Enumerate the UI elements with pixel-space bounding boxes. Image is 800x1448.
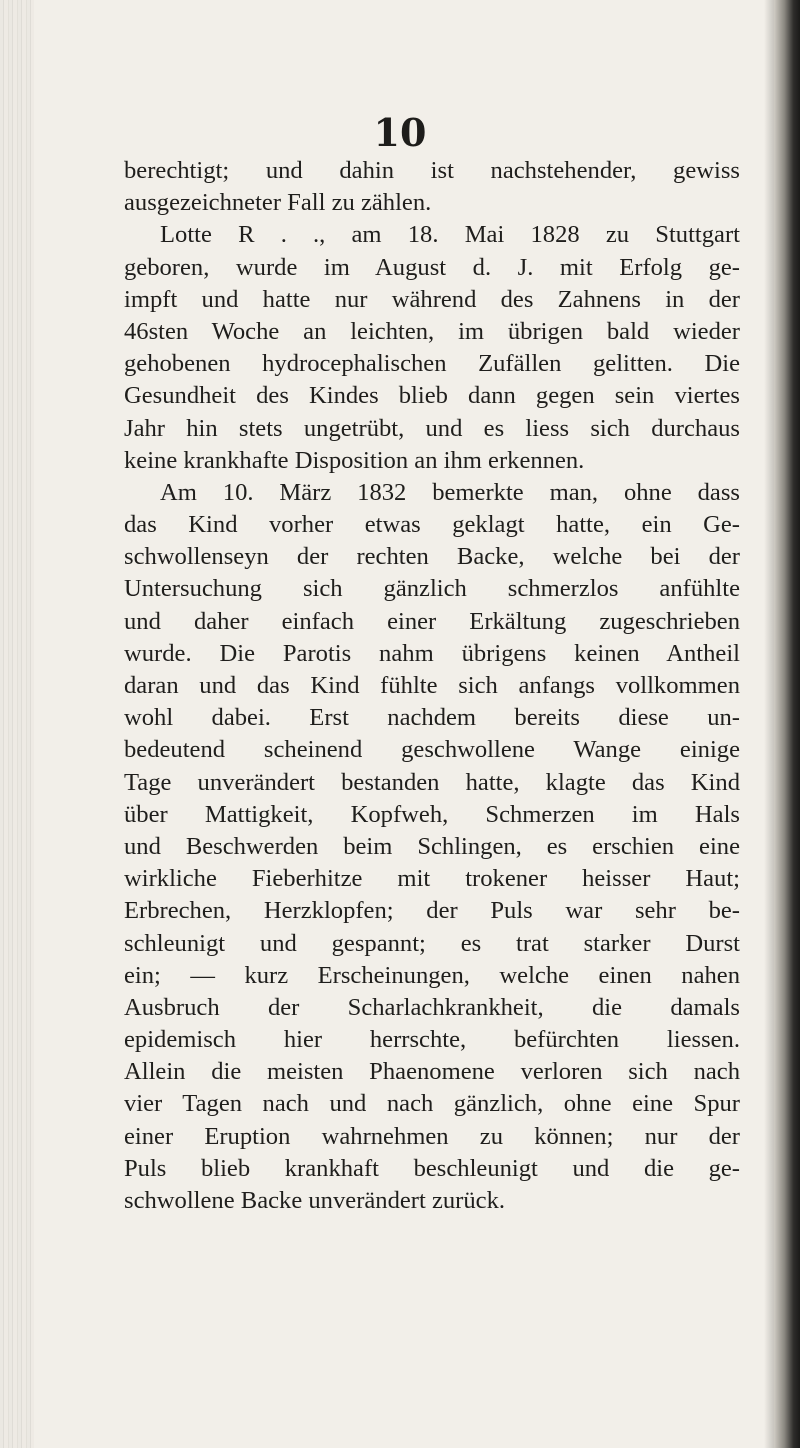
page-left-edge: [0, 0, 34, 1448]
text-line: wurde. Die Parotis nahm übrigens keinen Antheil: [124, 639, 740, 667]
text-line: und Beschwerden beim Schlingen, es erschien eine: [124, 832, 740, 860]
text-line: einer Eruption wahrnehmen zu können; nur der: [124, 1122, 740, 1150]
text-line: Tage unverändert bestanden hatte, klagte das Kind: [124, 768, 740, 796]
text-line: impft und hatte nur während des Zahnens in der: [124, 285, 740, 313]
text-line: über Mattigkeit, Kopfweh, Schmerzen im Hals: [124, 800, 740, 828]
text-line: Erbrechen, Herzklopfen; der Puls war sehr be-: [124, 897, 740, 925]
text-line: berechtigt; und dahin ist nachstehender, gewiss: [124, 157, 740, 184]
text-line: Puls blieb krankhaft beschleunigt und die ge-: [124, 1154, 740, 1182]
page-binding-edge: [774, 0, 800, 1448]
text-line: ein; — kurz Erscheinungen, welche einen nahen: [124, 961, 740, 989]
text-line: Lotte R . ., am 18. Mai 1828 zu Stuttgart: [160, 221, 740, 249]
text-line: ausgezeichneter Fall zu zählen.: [124, 189, 432, 217]
text-line: 46sten Woche an leichten, im übrigen bald wieder: [124, 317, 740, 345]
text-line: schwollenseyn der rechten Backe, welche bei der: [124, 543, 740, 571]
text-line: daran und das Kind fühlte sich anfangs vollkommen: [124, 672, 740, 699]
binding-shadow: [764, 0, 774, 1448]
text-line: schleunigt und gespannt; es trat starker Durst: [124, 929, 740, 957]
text-line: und daher einfach einer Erkältung zugeschrieben: [124, 607, 740, 635]
body-text: [124, 155, 740, 1217]
text-line: das Kind vorher etwas geklagt hatte, ein Ge-: [124, 511, 740, 539]
text-line: Am 10. März 1832 bemerkte man, ohne dass: [160, 478, 740, 506]
text-line: Gesundheit des Kindes blieb dann gegen sein viertes: [124, 382, 740, 410]
text-line: keine krankhafte Disposition an ihm erkennen.: [124, 446, 585, 474]
text-line: Ausbruch der Scharlachkrankheit, die damals: [124, 993, 740, 1021]
text-line: wirkliche Fieberhitze mit trokener heisser Haut;: [124, 865, 740, 893]
text-line: Allein die meisten Phaenomene verloren sich nach: [124, 1058, 740, 1086]
text-line: Untersuchung sich gänzlich schmerzlos anfühlte: [124, 575, 740, 603]
text-line: epidemisch hier herrschte, befürchten liessen.: [124, 1026, 740, 1054]
text-line: geboren, wurde im August d. J. mit Erfolg ge-: [124, 253, 740, 281]
text-line: schwollene Backe unverändert zurück.: [124, 1187, 506, 1214]
text-line: bedeutend scheinend geschwollene Wange einige: [124, 736, 740, 764]
text-line: gehobenen hydrocephalischen Zufällen gelitten. Die: [124, 350, 740, 378]
text-line: wohl dabei. Erst nachdem bereits diese un-: [124, 704, 740, 732]
page-number: 10: [373, 110, 427, 155]
text-line: vier Tagen nach und nach gänzlich, ohne eine Spur: [124, 1090, 740, 1118]
text-line: Jahr hin stets ungetrübt, und es liess sich durchaus: [124, 414, 740, 442]
